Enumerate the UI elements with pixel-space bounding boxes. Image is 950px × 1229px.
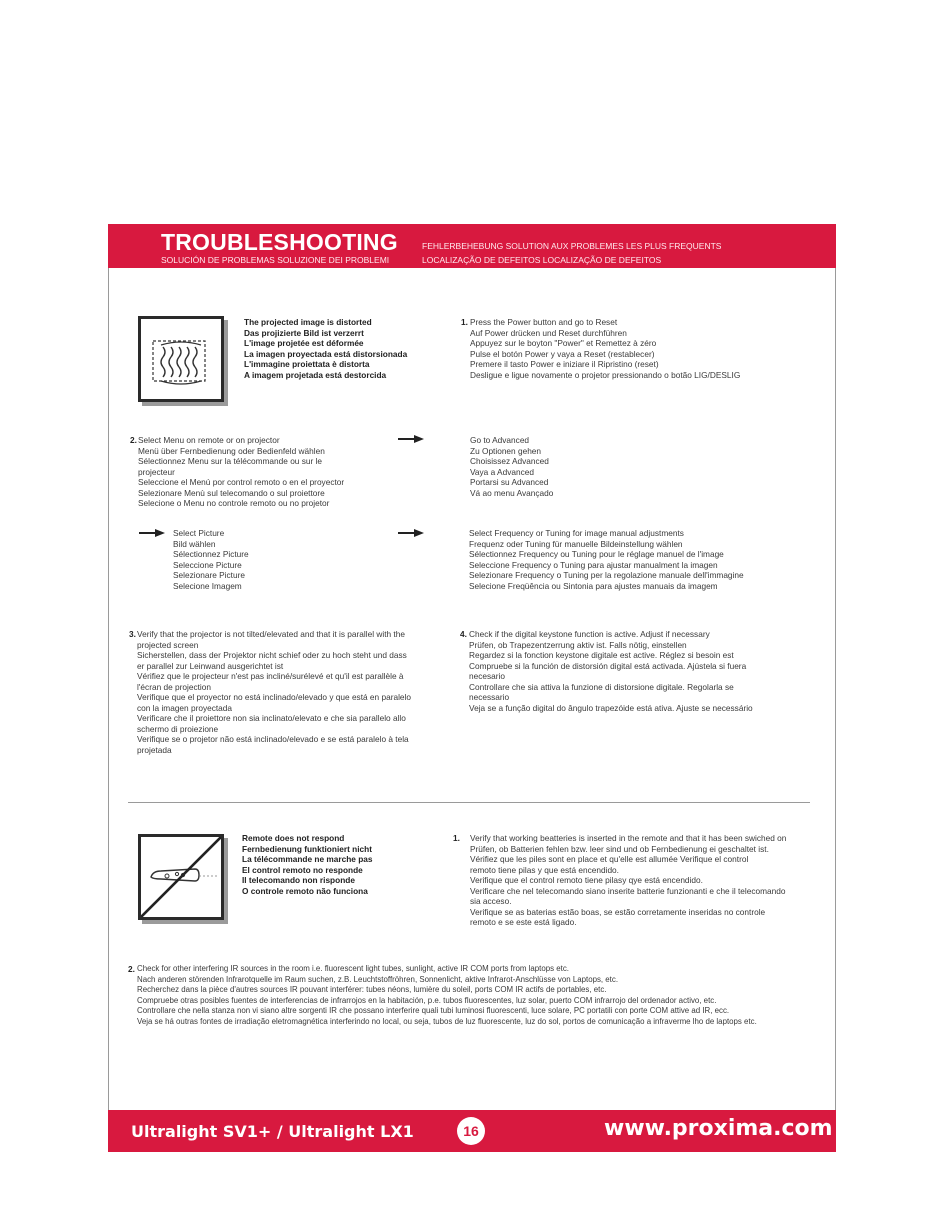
step-line: Vérifiez que les piles sont en place et qu'elle est allumée Verifique el control [470,854,749,864]
step-line: Vaya a Advanced [470,466,534,477]
step-line: Go to Advanced [470,435,530,445]
website-link[interactable]: www.proxima.com [604,1116,833,1141]
remote-titles [242,833,373,896]
step-line: Pulse el botón Power y vaya a Reset (restablecer) [470,348,655,359]
title-line: Remote does not respond [242,833,345,843]
title-line: A imagem projetada está destorcida [244,369,387,380]
title-line: L'image projetée est déformée [244,338,364,348]
step-line: projecteur [138,466,175,477]
step-line: Select Menu on remote or on projector [138,435,280,445]
step-line: remoto tiene pilas y que está encendido. [470,864,619,875]
step-line: remoto e se este está ligado. [470,917,577,927]
distorted-titles [244,317,407,380]
step-line: Check for other interfering IR sources in the room i.e. fluorescent light tubes, sunlight, active IR COM ports from laptops etc. [137,964,569,973]
step-line: Frequenz oder Tuning für manuelle Bildeinstellung wählen [469,538,683,549]
step-line: Sicherstellen, dass der Projektor nicht schief oder zu hoch steht und dass [137,650,407,660]
step-number: 3. [129,629,136,639]
step-line: Verificare che il proiettore non sia inclinato/elevato e che sia parallelo allo [137,713,406,723]
step-line: Compruebe si la función de distorsión digital está activada. Ajústela si fuera [469,660,747,671]
step-line: schermo di proiezione [137,723,219,734]
header-subtitle-line1: FEHLERBEHEBUNG SOLUTION AUX PROBLEMES LES PLUS FREQUENTS [422,241,722,251]
step-line: Verifique se o projetor não está inclinado/elevado e se está paralelo à tela [137,734,409,744]
step-line: Controllare che nella stanza non vi siano altre sorgenti IR che possano interferire quali tubi luminosi fluorescenti, luce solare, PC portatili con porte COM attive ad IR, ecc. [137,1006,730,1015]
step-line: Bild wählen [173,538,216,549]
step-line: Veja se há outras fontes de irradiação eletromagnética interferindo no local, ou seja, tubos de luz fluorescente, luz do sol, portos de comunicação a infraverme lho de laptops etc. [137,1016,757,1026]
distorted-step3 [137,629,411,755]
step-line: Seleccione el Menú por control remoto o en el proyector [138,477,345,487]
step-line: Auf Power drücken und Reset durchführen [470,327,627,338]
title-line: Fernbedienung funktioniert nicht [242,843,372,854]
step-line: Selezionare Frequency o Tuning per la regolazione manuale dell'immagine [469,570,744,580]
distorted-step2b-left [173,528,249,591]
step-line: Check if the digital keystone function is active. Adjust if necessary [469,629,710,639]
step-line: Selecione o Menu no controle remoto ou no projetor [138,498,330,508]
step-line: Prüfen, ob Batterien fehlen bzw. leer sind und ob Fernbedienung ei geschaltet ist. [470,843,769,854]
page-title: TROUBLESHOOTING [161,229,398,255]
step-line: Verifique se as baterias estão boas, se estão corretamente inseridas no controle [470,906,766,917]
remote-not-responding-icon [138,834,224,920]
step-line: necessario [469,692,510,702]
step-line: Prüfen, ob Trapezentzerrung aktiv ist. Falls nötig, einstellen [469,639,687,650]
title-line: The projected image is distorted [244,317,372,327]
step-number: 2. [130,435,137,445]
step-number: 2. [128,964,135,974]
step-line: Regardez si la fonction keystone digitale est active. Réglez si besoin est [469,650,734,660]
step-number: 4. [460,629,467,639]
step-line: Selezionare Picture [173,570,245,580]
title-line: Das projizierte Bild ist verzerrt [244,327,364,338]
step-line: er parallel zur Leinwand ausgerichtet ist [137,660,284,671]
header-subtitle-line2-right: LOCALIZAÇÃO DE DEFEITOS LOCALIZAÇÃO DE DEFEITOS [422,255,662,265]
remote-step1 [470,833,786,928]
step-line: Verifique que el proyector no está inclinado/elevado y que está en paralelo [137,692,411,702]
step-line: Selecione Imagem [173,580,242,591]
step-line: Compruebe otras posibles fuentes de interferencias de infrarrojos en la habitación, p.e. tubos fluorescentes, luz solar, puerto COM infrarrojo del ordenador activo, etc. [137,995,717,1005]
step-line: Controllare che sia attiva la funzione di distorsione digitale. Regolarla se [469,681,734,692]
step-line: Desligue e ligue novamente o projetor pressionando o botão LIG/DESLIG [470,369,741,380]
step-line: Verify that the projector is not tilted/elevated and that it is parallel with the [137,629,405,639]
distorted-step2b-right [469,528,744,591]
step-line: Press the Power button and go to Reset [470,317,618,327]
distorted-step2-right [470,435,553,498]
distorted-step2-left [138,435,344,509]
step-line: Zu Optionen gehen [470,445,542,456]
step-line: Vérifiez que le projecteur n'est pas incliné/surélevé et qu'il est parallèle à [137,671,404,681]
title-line: La imagen proyectada está distorsionada [244,348,408,359]
step-line: Portarsi su Advanced [470,477,549,487]
section-divider [128,802,810,803]
step-line: Vá ao menu Avançado [470,487,554,498]
step-line: Veja se a função digital do ângulo trapezóide está ativa. Ajuste se necessário [469,702,753,713]
step-line: Premere il tasto Power e iniziare il Ripristino (reset) [470,359,659,369]
page-number: 16 [457,1117,485,1145]
step-line: sia acceso. [470,896,512,906]
distorted-step4 [469,629,753,713]
step-line: projected screen [137,639,199,650]
step-line: Choisissez Advanced [470,456,549,466]
title-line: Il telecomando non risponde [242,875,355,885]
remote-step2 [137,964,757,1027]
step-line: Menü über Fernbedienung oder Bedienfeld wählen [138,445,325,456]
footer-model: Ultralight SV1+ / Ultralight LX1 [131,1122,414,1141]
step-line: l'écran de projection [137,681,211,692]
step-line: Nach anderen störenden Infrarotquelle im Raum suchen, z.B. Leuchtstoffröhren, Sonnenlicht, aktive Infrarot-Anschlüsse von Laptops, etc. [137,974,619,984]
step-line: Sélectionnez Frequency ou Tuning pour le réglage manuel de l'image [469,549,724,559]
step-line: Verificare che nel telecomando siano inserite batterie funzionanti e che il telecomando [470,885,786,896]
step-number: 1. [453,833,460,843]
step-line: necesario [469,671,505,681]
step-line: con la imagen proyectada [137,702,233,713]
distorted-step1 [470,317,740,380]
arrow-right-icon [139,529,165,537]
title-line: O controle remoto não funciona [242,885,368,896]
step-line: Selezionare Menù sul telecomando o sul proiettore [138,487,325,498]
step-line: Sélectionnez Menu sur la télécommande ou sur le [138,456,323,466]
step-line: Selecione Freqüência ou Sintonia para ajustes manuais da imagem [469,580,718,591]
title-line: L'immagine proiettata è distorta [244,359,370,369]
step-number: 1. [461,317,468,327]
title-line: El control remoto no responde [242,864,363,875]
title-line: La télécommande ne marche pas [242,854,373,864]
header-subtitle-line2-left: SOLUCIÓN DE PROBLEMAS SOLUZIONE DEI PROBLEMI [161,255,390,265]
distorted-image-icon [138,316,224,402]
step-line: Verify that working beatteries is inserted in the remote and that it has been swiched on [470,833,787,843]
step-line: Select Frequency or Tuning for image manual adjustments [469,528,684,538]
arrow-right-icon [398,435,424,443]
arrow-right-icon [398,529,424,537]
step-line: Sélectionnez Picture [173,549,249,559]
step-line: Verifique que el control remoto tiene pilasy qye está encendido. [470,875,703,885]
step-line: Seleccione Frequency o Tuning para ajustar manualment la imagen [469,559,718,570]
step-line: projetada [137,744,172,755]
step-line: Appuyez sur le boyton "Power" et Remettez à zéro [470,338,657,348]
step-line: Recherchez dans la pièce d'autres sources IR pouvant interférer: tubes néons, lumière du soleil, ports COM IR actifs de portables, etc. [137,985,607,994]
step-line: Select Picture [173,528,225,538]
step-line: Seleccione Picture [173,559,242,570]
